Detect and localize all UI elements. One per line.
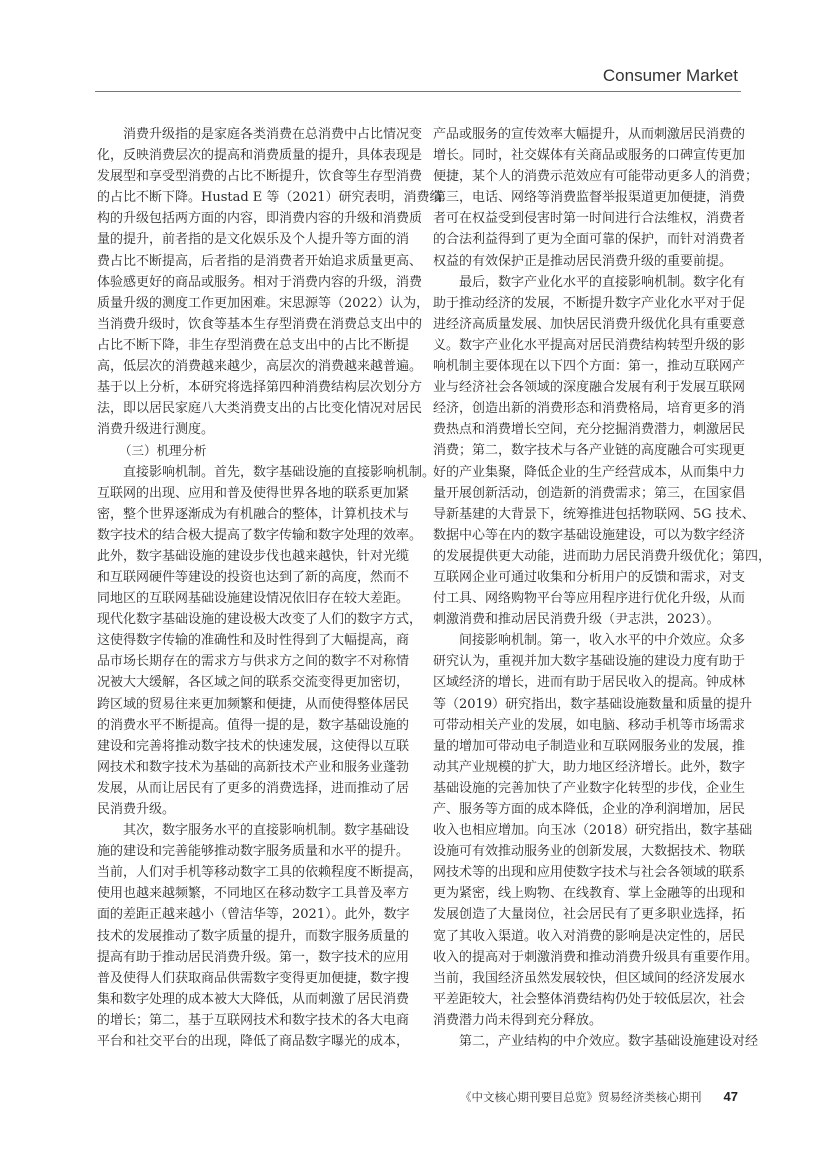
text-line: 产品或服务的宣传效率大幅提升，从而刺激居民消费的	[433, 127, 746, 142]
text-line: 平台和社交平台的出现，降低了商品数字曝光的成本，	[97, 1034, 410, 1050]
right-column	[433, 124, 772, 1052]
journal-note: 《中文核心期刊要目总览》贸易经济类核心期刊	[460, 1092, 702, 1104]
paragraph	[97, 820, 423, 1052]
text-line: 量的增加可带动电子制造业和互联网服务业的发展，推	[433, 738, 746, 754]
text-line: 消费升级指的是家庭各类消费在总消费中占比情况变	[123, 127, 423, 142]
text-line: 研究认为，重视并加大数字基础设施的建设力度有助于	[433, 654, 746, 670]
text-line: 的合法利益得到了更为全面可靠的保护，而针对消费者	[433, 232, 746, 248]
text-line: 经济，创造出新的消费形态和消费格局，培育更多的消	[433, 401, 746, 417]
text-line: 法，即以居民家庭八大类消费支出的占比变化情况对居民	[97, 401, 423, 417]
text-line: 便捷，某个人的消费示范效应有可能带动更多人的消费；	[433, 169, 759, 185]
header-rule	[95, 91, 741, 92]
left-column	[97, 124, 443, 1052]
text-line: 基于以上分析，本研究将选择第四种消费结构层次划分方	[97, 380, 423, 396]
text-line: 业与经济社会各领域的深度融合发展有利于发展互联网	[433, 380, 746, 396]
paragraph	[433, 1031, 759, 1052]
text-line: 跨区域的贸易往来更加频繁和便捷，从而使得整体居民	[97, 696, 410, 712]
text-line: 消费升级进行测度。	[97, 422, 215, 438]
text-line: 密，整个世界逐渐成为有机融合的整体，计算机技术与	[97, 506, 410, 522]
text-line: 发展创造了大量岗位，社会居民有了更多职业选择，拓	[433, 907, 746, 923]
text-line: 收入的提高对于刺激消费和推动消费升级具有重要作用。	[433, 949, 759, 965]
text-line: 消费潜力尚未得到充分释放。	[433, 1012, 603, 1028]
text-line: 权益的有效保护正是推动居民消费升级的重要前提。	[433, 253, 733, 269]
text-line: 施的建设和完善能够推动数字服务质量和水平的提升。	[97, 844, 410, 860]
text-line: 况被大大缓解，各区域之间的联系交流变得更加密切，	[97, 675, 410, 691]
text-line: 数字技术的结合极大提高了数字传输和数字处理的效率。	[97, 527, 423, 543]
text-line: 这使得数字传输的准确性和及时性得到了大幅提高，商	[97, 633, 410, 649]
text-line: 同地区的互联网基础设施建设情况依旧存在较大差距。	[97, 591, 410, 607]
text-line: 第三，电话、网络等消费监督举报渠道更加便捷，消费	[433, 190, 746, 206]
text-line: 费占比不断提高，后者指的是消费者开始追求质量更高、	[97, 253, 423, 269]
page-number: 47	[723, 1089, 738, 1104]
text-line: 发展型和享受型消费的占比不断提升，饮食等生存型消费	[97, 169, 423, 185]
text-line: 设施可有效推动服务业的创新发展，大数据技术、物联	[433, 844, 746, 860]
text-line: 可带动相关产业的发展，如电脑、移动手机等市场需求	[433, 717, 746, 733]
text-line: 等（2019）研究指出，数字基础设施数量和质量的提升	[433, 696, 753, 712]
paragraph	[433, 124, 759, 272]
text-line: 的消费水平不断提高。值得一提的是，数字基础设施的	[97, 717, 410, 733]
text-line: 其次，数字服务水平的直接影响机制。数字基础设	[123, 823, 410, 839]
text-line: 化，反映消费层次的提高和消费质量的提升，具体表现是	[97, 148, 423, 164]
text-line: 普及使得人们获取商品供需数字变得更加便捷，数字搜	[97, 970, 410, 986]
text-line: 品市场长期存在的需求方与供求方之间的数字不对称情	[97, 654, 410, 670]
text-line: 义。数字产业化水平提高对居民消费结构转型升级的影	[433, 337, 746, 353]
text-line: 直接影响机制。首先，数字基础设施的直接影响机制。	[123, 464, 436, 480]
paragraph	[433, 272, 772, 631]
text-line: 的发展提供更大动能，进而助力居民消费升级优化；第四，	[433, 548, 772, 564]
text-line: 构的升级包括两方面的内容，即消费内容的升级和消费质	[97, 211, 423, 227]
text-line: 互联网企业可通过收集和分析用户的反馈和需求，对支	[433, 569, 746, 585]
text-line: 进经济高质量发展、加快居民消费升级优化具有重要意	[433, 316, 746, 332]
text-line: 质量升级的测度工作更加困难。宋思源等（2022）认为，	[97, 295, 430, 311]
text-line: 付工具、网络购物平台等应用程序进行优化升级，从而	[433, 591, 746, 607]
text-line: 发展，从而让居民有了更多的消费选择，进而推动了居	[97, 780, 410, 796]
text-line: 建设和完善将推动数字技术的快速发展，这使得以互联	[97, 738, 410, 754]
text-line: 此外，数字基础设施的建设步伐也越来越快，针对光缆	[97, 548, 410, 564]
section-heading	[97, 440, 402, 461]
text-line: 占比不断下降，非生存型消费在总支出中的占比不断提	[97, 337, 410, 353]
text-line: 网技术等的出现和应用使数字技术与社会各领域的联系	[433, 865, 746, 881]
text-line: 数据中心等在内的数字基础设施建设，可以为数字经济	[433, 527, 746, 543]
text-line: 高，低层次的消费越来越少，高层次的消费越来越普遍。	[97, 359, 423, 375]
text-line: （三）机理分析	[119, 443, 207, 459]
running-head: Consumer Market	[602, 66, 738, 85]
text-line: 导新基建的大背景下，统筹推进包括物联网、5G 技术、	[433, 506, 755, 522]
text-line: 的增长；第二，基于互联网技术和数字技术的各大电商	[97, 1012, 410, 1028]
text-line: 第二，产业结构的中介效应。数字基础设施建设对经	[459, 1034, 759, 1050]
text-line: 收入也相应增加。向玉冰（2018）研究指出，数字基础	[433, 823, 753, 839]
text-line: 使用也越来越频繁，不同地区在移动数字工具普及率方	[97, 886, 410, 902]
text-line: 当前，我国经济虽然发展较快，但区域间的经济发展水	[433, 970, 746, 986]
text-line: 产、服务等方面的成本降低，企业的净利润增加，居民	[433, 802, 746, 817]
text-line: 技术的发展推动了数字质量的提升，而数字服务质量的	[97, 928, 410, 944]
text-line: 当消费升级时，饮食等基本生存型消费在消费总支出中的	[97, 316, 423, 332]
text-line: 者可在权益受到侵害时第一时间进行合法维权，消费者	[433, 211, 746, 227]
text-line: 集和数字处理的成本被大大降低，从而刺激了居民消费	[97, 991, 410, 1007]
text-line: 网技术和数字技术为基础的高新技术产业和服务业蓬勃	[97, 759, 410, 775]
paragraph	[433, 630, 759, 1031]
text-line: 现代化数字基础设施的建设极大改变了人们的数字方式，	[97, 612, 423, 628]
text-line: 最后，数字产业化水平的直接影响机制。数字化有	[459, 274, 746, 290]
page-footer	[460, 1089, 738, 1105]
text-line: 当前，人们对手机等移动数字工具的依赖程度不断提高，	[97, 865, 423, 881]
text-line: 民消费升级。	[97, 802, 176, 817]
text-line: 间接影响机制。第一，收入水平的中介效应。众多	[459, 633, 746, 649]
text-line: 动其产业规模的扩大，助力地区经济增长。此外，数字	[433, 759, 746, 775]
text-line: 费热点和消费增长空间，充分挖掘消费潜力，刺激居民	[433, 422, 746, 438]
text-line: 增长。同时，社交媒体有关商品或服务的口碑宣传更加	[433, 148, 746, 164]
text-line: 量开展创新活动，创造新的消费需求；第三，在国家倡	[433, 485, 746, 501]
text-line: 基础设施的完善加快了产业数字化转型的步伐，企业生	[433, 780, 746, 796]
text-line: 量的提升，前者指的是文化娱乐及个人提升等方面的消	[97, 232, 410, 248]
text-line: 宽了其收入渠道。收入对消费的影响是决定性的，居民	[433, 928, 746, 944]
text-line: 消费；第二，数字技术与各产业链的高度融合可实现更	[433, 443, 746, 459]
text-line: 区域经济的增长，进而有助于居民收入的提高。钟成林	[433, 675, 746, 691]
text-line: 面的差距正越来越小（曾洁华等，2021）。此外，数字	[97, 907, 410, 923]
text-line: 互联网的出现、应用和普及使得世界各地的联系更加紧	[97, 485, 410, 501]
paragraph	[97, 462, 436, 821]
text-line: 体验感更好的商品或服务。相对于消费内容的升级，消费	[97, 274, 423, 290]
text-line: 和互联网硬件等建设的投资也达到了新的高度，然而不	[97, 569, 410, 585]
text-line: 助于推动经济的发展，不断提升数字产业化水平对于促	[433, 295, 746, 311]
text-line: 提高有助于推动居民消费升级。第一，数字技术的应用	[97, 949, 410, 965]
text-line: 响机制主要体现在以下四个方面：第一，推动互联网产	[433, 359, 746, 375]
text-line: 更为紧密，线上购物、在线教育、掌上金融等的出现和	[433, 886, 746, 902]
text-line: 刺激消费和推动居民消费升级（尹志洪，2023）。	[433, 612, 720, 628]
text-line: 好的产业集聚，降低企业的生产经营成本，从而集中力	[433, 464, 746, 480]
text-line: 的占比不断下降。Hustad E 等（2021）研究表明，消费结	[97, 190, 443, 206]
paragraph	[97, 124, 443, 440]
text-line: 平差距较大，社会整体消费结构仍处于较低层次，社会	[433, 991, 746, 1007]
